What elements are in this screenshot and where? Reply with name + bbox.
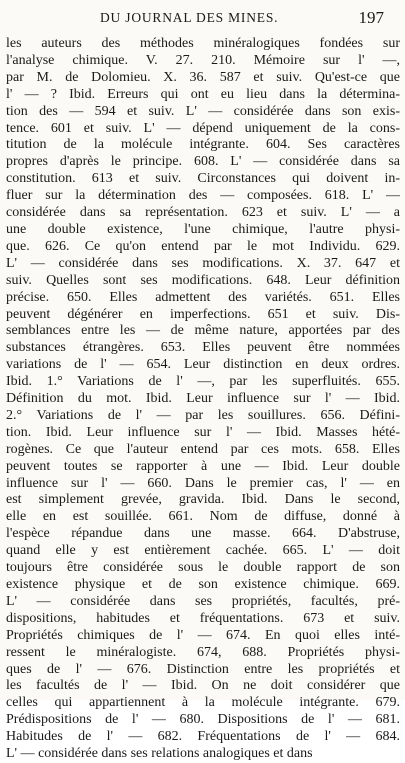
text-line: existence physique et de son existence chimique. 669.: [6, 577, 400, 592]
text-line: tion. Ibid. Leur influence sur l' — Ibid. Masses hété-: [6, 424, 400, 440]
text-line: L' — considérée dans ses modifications. X. 37. 647 et: [6, 255, 400, 271]
text-line: substances étrangères. 653. Elles peuvent être nommées: [6, 340, 400, 356]
text-line: Ibid. 1.° Variations de l' —, par les superfluités. 655.: [6, 374, 400, 390]
text-line: dispositions, habitudes et fréquentations. 673 et suiv.: [6, 610, 400, 626]
text-line: tence. 601 et suiv. L' — dépend uniquement de la cons-: [6, 120, 400, 136]
text-line: titution de la molécule intégrante. 604. Ses caractères: [6, 137, 400, 153]
text-line: elle en est souillée. 661. Nom de diffuse, donné à: [6, 509, 400, 525]
text-line: rogènes. Ce que l'auteur entend par ces mots. 658. Elles: [6, 441, 400, 457]
text-line: une double existence, l'une chimique, l'autre physi-: [6, 221, 400, 237]
text-line: par M. de Dolomieu. X. 36. 587 et suiv. Qu'est-ce que: [6, 69, 400, 85]
body-text: [6, 36, 400, 763]
running-head-title: DU JOURNAL DES MINES.: [100, 10, 279, 25]
text-line: toujours être considérée sous le double rapport de son: [6, 560, 400, 576]
text-line: L' — considérée dans ses relations analogiques et dans: [6, 746, 313, 762]
text-line: celles qui appartiennent à la molécule intégrante. 679.: [6, 695, 400, 711]
text-line: Habitudes de l' — 682. Fréquentations de l' — 684.: [6, 729, 400, 745]
text-line: précise. 650. Elles admettent des variétés. 651. Elles: [6, 289, 400, 305]
text-line: peuvent dégénérer en imperfections. 651 et suiv. Dis-: [6, 306, 400, 322]
text-line: considérée dans sa représentation. 623 et suiv. L' — a: [6, 205, 400, 221]
text-line: variations de l' — 654. Leur distinction en deux ordres.: [6, 357, 400, 373]
text-line: influence sur l' — 660. Dans le premier cas, l' — en: [6, 475, 400, 491]
text-line: que. 626. Ce qu'on entend par le mot Individu. 629.: [6, 238, 400, 254]
text-line: l' — ? Ibid. Erreurs qui ont eu lieu dans la détermina-: [6, 86, 400, 102]
text-line: l'espèce répandue dans une masse. 664. D'abstruse,: [6, 526, 400, 542]
text-line: ques de l' — 676. Distinction entre les propriétés et: [6, 661, 400, 677]
text-line: tion des — 594 et suiv. L' — considérée dans son exis-: [6, 103, 400, 119]
text-line: L' — considérée dans ses propriétés, facultés, pré-: [6, 593, 400, 609]
text-line: suiv. Quelles sont ses modifications. 648. Leur définition: [6, 272, 400, 288]
text-line: 2.° Variations de l' — par les souillures. 656. Défini-: [6, 407, 400, 423]
text-line: les facultés de l' — Ibid. On ne doit considérer que: [6, 678, 400, 694]
text-line: fluer sur la détermination des — composées. 618. L' —: [6, 188, 400, 204]
text-line: est simplement grevée, gravida. Ibid. Dans le second,: [6, 492, 400, 508]
text-line: Propriétés chimiques de l' — 674. En quoi elles inté-: [6, 627, 400, 643]
page-number: 197: [358, 8, 384, 27]
running-head: [60, 8, 390, 30]
text-line: Prédispositions de l' — 680. Dispositions de l' — 681.: [6, 712, 400, 728]
text-line: constitution. 613 et suiv. Circonstances qui doivent in-: [6, 171, 400, 187]
text-line: propres d'après le principe. 608. L' — considérée dans sa: [6, 154, 400, 170]
text-line: semblances entre les — de même nature, apportées par des: [6, 323, 400, 339]
text-line: ressent le minéralogiste. 674, 688. Propriétés physi-: [6, 644, 400, 660]
text-line: Définition du mot. Ibid. Leur influence sur l' — Ibid.: [6, 391, 400, 407]
text-line: peuvent toutes se rapporter à une — Ibid. Leur double: [6, 458, 400, 474]
text-line: quand elle y est entièrement cachée. 665. L' — doit: [6, 543, 400, 559]
text-line: l'analyse chimique. V. 27. 210. Mémoire sur l' —,: [6, 52, 400, 68]
text-line: les auteurs des méthodes minéralogiques fondées sur: [6, 36, 400, 51]
